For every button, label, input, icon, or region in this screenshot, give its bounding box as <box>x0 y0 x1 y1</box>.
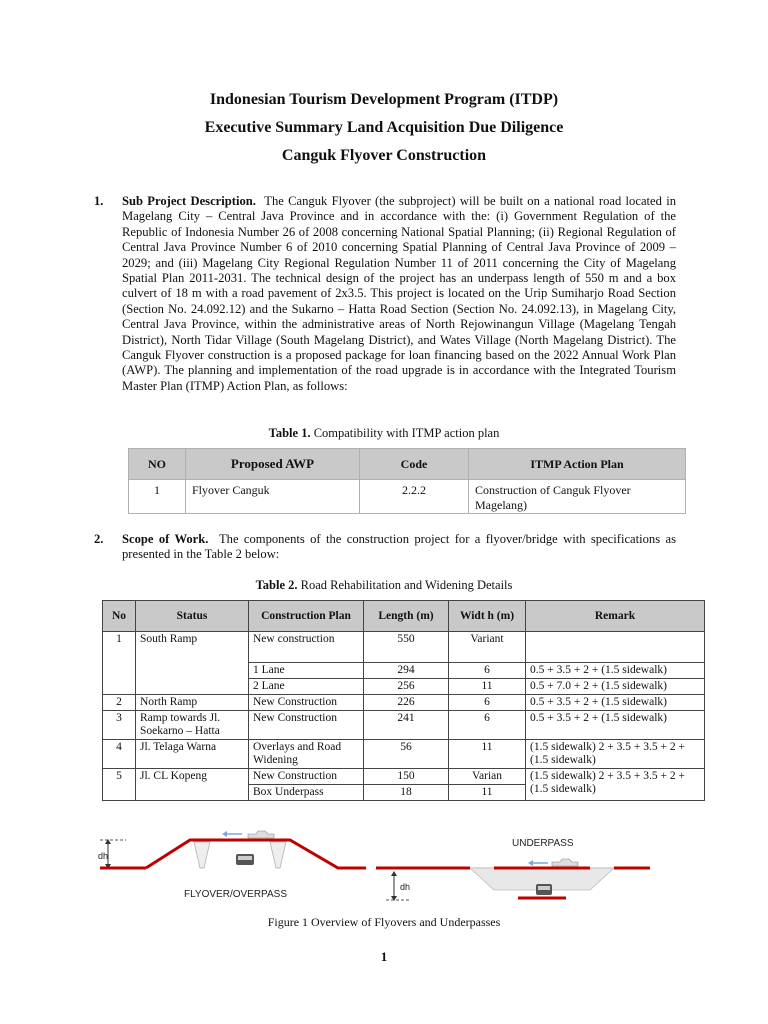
table-1-cell: Flyover Canguk <box>186 480 360 514</box>
table-2-caption-label: Table 2. <box>255 578 298 592</box>
table-2-cell <box>526 632 705 663</box>
table-1-header-action-plan: ITMP Action Plan <box>469 449 686 480</box>
table-row <box>103 711 705 740</box>
table-2-cell: 6 <box>449 711 526 740</box>
table-2-cell: 56 <box>364 740 449 769</box>
table-row <box>129 480 686 514</box>
table-2-cell: 1 Lane <box>249 663 364 679</box>
flyover-diagram <box>98 831 366 900</box>
table-2-cell: 2 Lane <box>249 679 364 695</box>
section-1-text: The Canguk Flyover (the subproject) will be built on a national road located in Magelang City – Central Java Province and in accordance with the: (i) Government Regulation of the Republic of Indonesia Number 26 of 2008 concerning National Spatial Planning; (ii) Regional Regulation of Central Java Province Number 6 of 2010 concerning Spatial Planning of Central Java Province of 2009 – 2029; and (iii) Magelang City Regional Regulation Number 11 of 2011 concerning the City of Magelang Spatial Plan 2011-2031. The technical design of the project has an underpass length of 550 m and a box culvert of 18 m with a road pavement of 2x3.5. This project is located on the Urip Sumiharjo Road Section (Section No. 24.092.12) and the Sukarno – Hatta Road Section (Section No. 24.092.13), in Magelang City, Central Java Province, within the administrative areas of North Rejowinangun Village (Magelang Tengah District), North Tidar Village (South Magelang District), and Wates Village (North Magelang District). The Canguk Flyover construction is a proposed package for loan financing based on the 2022 Annual Work Plan (AWP). The planning and implementation of the road upgrade is in accordance with the Integrated Tourism Master Plan (ITMP) Action Plan, as follows: <box>122 194 676 393</box>
section-2-number: 2. <box>94 532 104 546</box>
table-2-cell: 1 <box>103 632 136 695</box>
underpass-label: UNDERPASS <box>512 838 574 849</box>
table-1-header-code: Code <box>360 449 469 480</box>
title-line-2: Executive Summary Land Acquisition Due Diligence <box>204 119 564 136</box>
section-1-number: 1. <box>94 194 104 208</box>
table-1-header-no: NO <box>129 449 186 480</box>
table-row <box>103 769 705 785</box>
table-2-cell: New Construction <box>249 769 364 785</box>
table-row <box>103 632 705 663</box>
table-2-cell: 2 <box>103 695 136 711</box>
table-row <box>103 695 705 711</box>
section-2-text: The components of the construction project for a flyover/bridge with specifications as presented in the Table 2 below: <box>122 532 676 562</box>
section-2-heading: Scope of Work. <box>122 532 209 546</box>
table-2-cell: 5 <box>103 769 136 801</box>
table-2-cell: Ramp towards Jl. Soekarno – Hatta <box>136 711 249 740</box>
table-2-header-row <box>103 601 705 632</box>
table-1-header-awp: Proposed AWP <box>186 449 360 480</box>
table-2-cell: 241 <box>364 711 449 740</box>
flyover-underpass-figure <box>90 822 650 910</box>
underpass-diagram <box>376 838 650 901</box>
table-2-cell: 294 <box>364 663 449 679</box>
title-line-1: Indonesian Tourism Development Program (ITDP) <box>209 91 559 108</box>
table-2-cell: 6 <box>449 663 526 679</box>
table-2-cell: 3 <box>103 711 136 740</box>
table-2-header-plan: Construction Plan <box>249 601 364 632</box>
table-row <box>103 740 705 769</box>
table-2-cell: 4 <box>103 740 136 769</box>
table-1-header-row <box>129 449 686 480</box>
table-2-cell: South Ramp <box>136 632 249 695</box>
table-2-header-no: No <box>103 601 136 632</box>
section-2-body <box>122 532 676 563</box>
section-1-heading: Sub Project Description. <box>122 194 256 208</box>
table-1-cell: 1 <box>129 480 186 514</box>
table-2-cell: Varian <box>449 769 526 785</box>
table-2-cell: Variant <box>449 632 526 663</box>
table-2-cell: 226 <box>364 695 449 711</box>
table-2-cell: 11 <box>449 679 526 695</box>
table-2-cell: 550 <box>364 632 449 663</box>
figure-caption: Figure 1 Overview of Flyovers and Underpasses <box>267 915 501 929</box>
table-2-cell: 11 <box>449 740 526 769</box>
title-line-3: Canguk Flyover Construction <box>281 147 487 164</box>
table-2-cell: 150 <box>364 769 449 785</box>
table-2-cell: 0.5 + 7.0 + 2 + (1.5 sidewalk) <box>526 679 705 695</box>
table-1-caption-text: Compatibility with ITMP action plan <box>313 426 500 440</box>
table-2-cell: North Ramp <box>136 695 249 711</box>
table-2-header-remark: Remark <box>526 601 705 632</box>
table-1-cell: Construction of Canguk Flyover Magelang) <box>469 480 686 514</box>
table-1-cell: 2.2.2 <box>360 480 469 514</box>
flyover-label: FLYOVER/OVERPASS <box>184 889 287 900</box>
table-2-cell: (1.5 sidewalk) 2 + 3.5 + 3.5 + 2 + (1.5 sidewalk) <box>526 740 705 769</box>
table-2-cell: Overlays and Road Widening <box>249 740 364 769</box>
table-2-caption-text: Road Rehabilitation and Widening Details <box>300 578 513 592</box>
table-2-header-width: Widt h (m) <box>449 601 526 632</box>
table-2-header-status: Status <box>136 601 249 632</box>
table-1-caption <box>0 426 768 441</box>
section-2 <box>94 532 676 563</box>
page-number: 1 <box>380 949 388 964</box>
table-2-header-length: Length (m) <box>364 601 449 632</box>
table-2-cell: 18 <box>364 785 449 801</box>
table-2 <box>102 600 705 801</box>
dh-label-left: dh <box>98 851 109 861</box>
table-1-caption-label: Table 1. <box>268 426 311 440</box>
table-1 <box>128 448 686 514</box>
table-2-cell: New Construction <box>249 711 364 740</box>
dh-label-right: dh <box>400 882 411 892</box>
table-2-cell: 0.5 + 3.5 + 2 + (1.5 sidewalk) <box>526 695 705 711</box>
table-2-cell: New Construction <box>249 695 364 711</box>
section-1-body <box>122 194 676 394</box>
table-2-cell: New construction <box>249 632 364 663</box>
table-2-cell: 6 <box>449 695 526 711</box>
table-2-cell: Box Underpass <box>249 785 364 801</box>
table-2-cell: 0.5 + 3.5 + 2 + (1.5 sidewalk) <box>526 663 705 679</box>
table-2-cell: (1.5 sidewalk) 2 + 3.5 + 3.5 + 2 + (1.5 sidewalk) <box>526 769 705 801</box>
table-2-cell: Jl. Telaga Warna <box>136 740 249 769</box>
table-2-cell: 0.5 + 3.5 + 2 + (1.5 sidewalk) <box>526 711 705 740</box>
table-2-cell: 11 <box>449 785 526 801</box>
table-2-cell: Jl. CL Kopeng <box>136 769 249 801</box>
table-2-cell: 256 <box>364 679 449 695</box>
table-2-caption <box>0 578 768 593</box>
section-1 <box>94 194 676 394</box>
document-title <box>0 86 768 170</box>
